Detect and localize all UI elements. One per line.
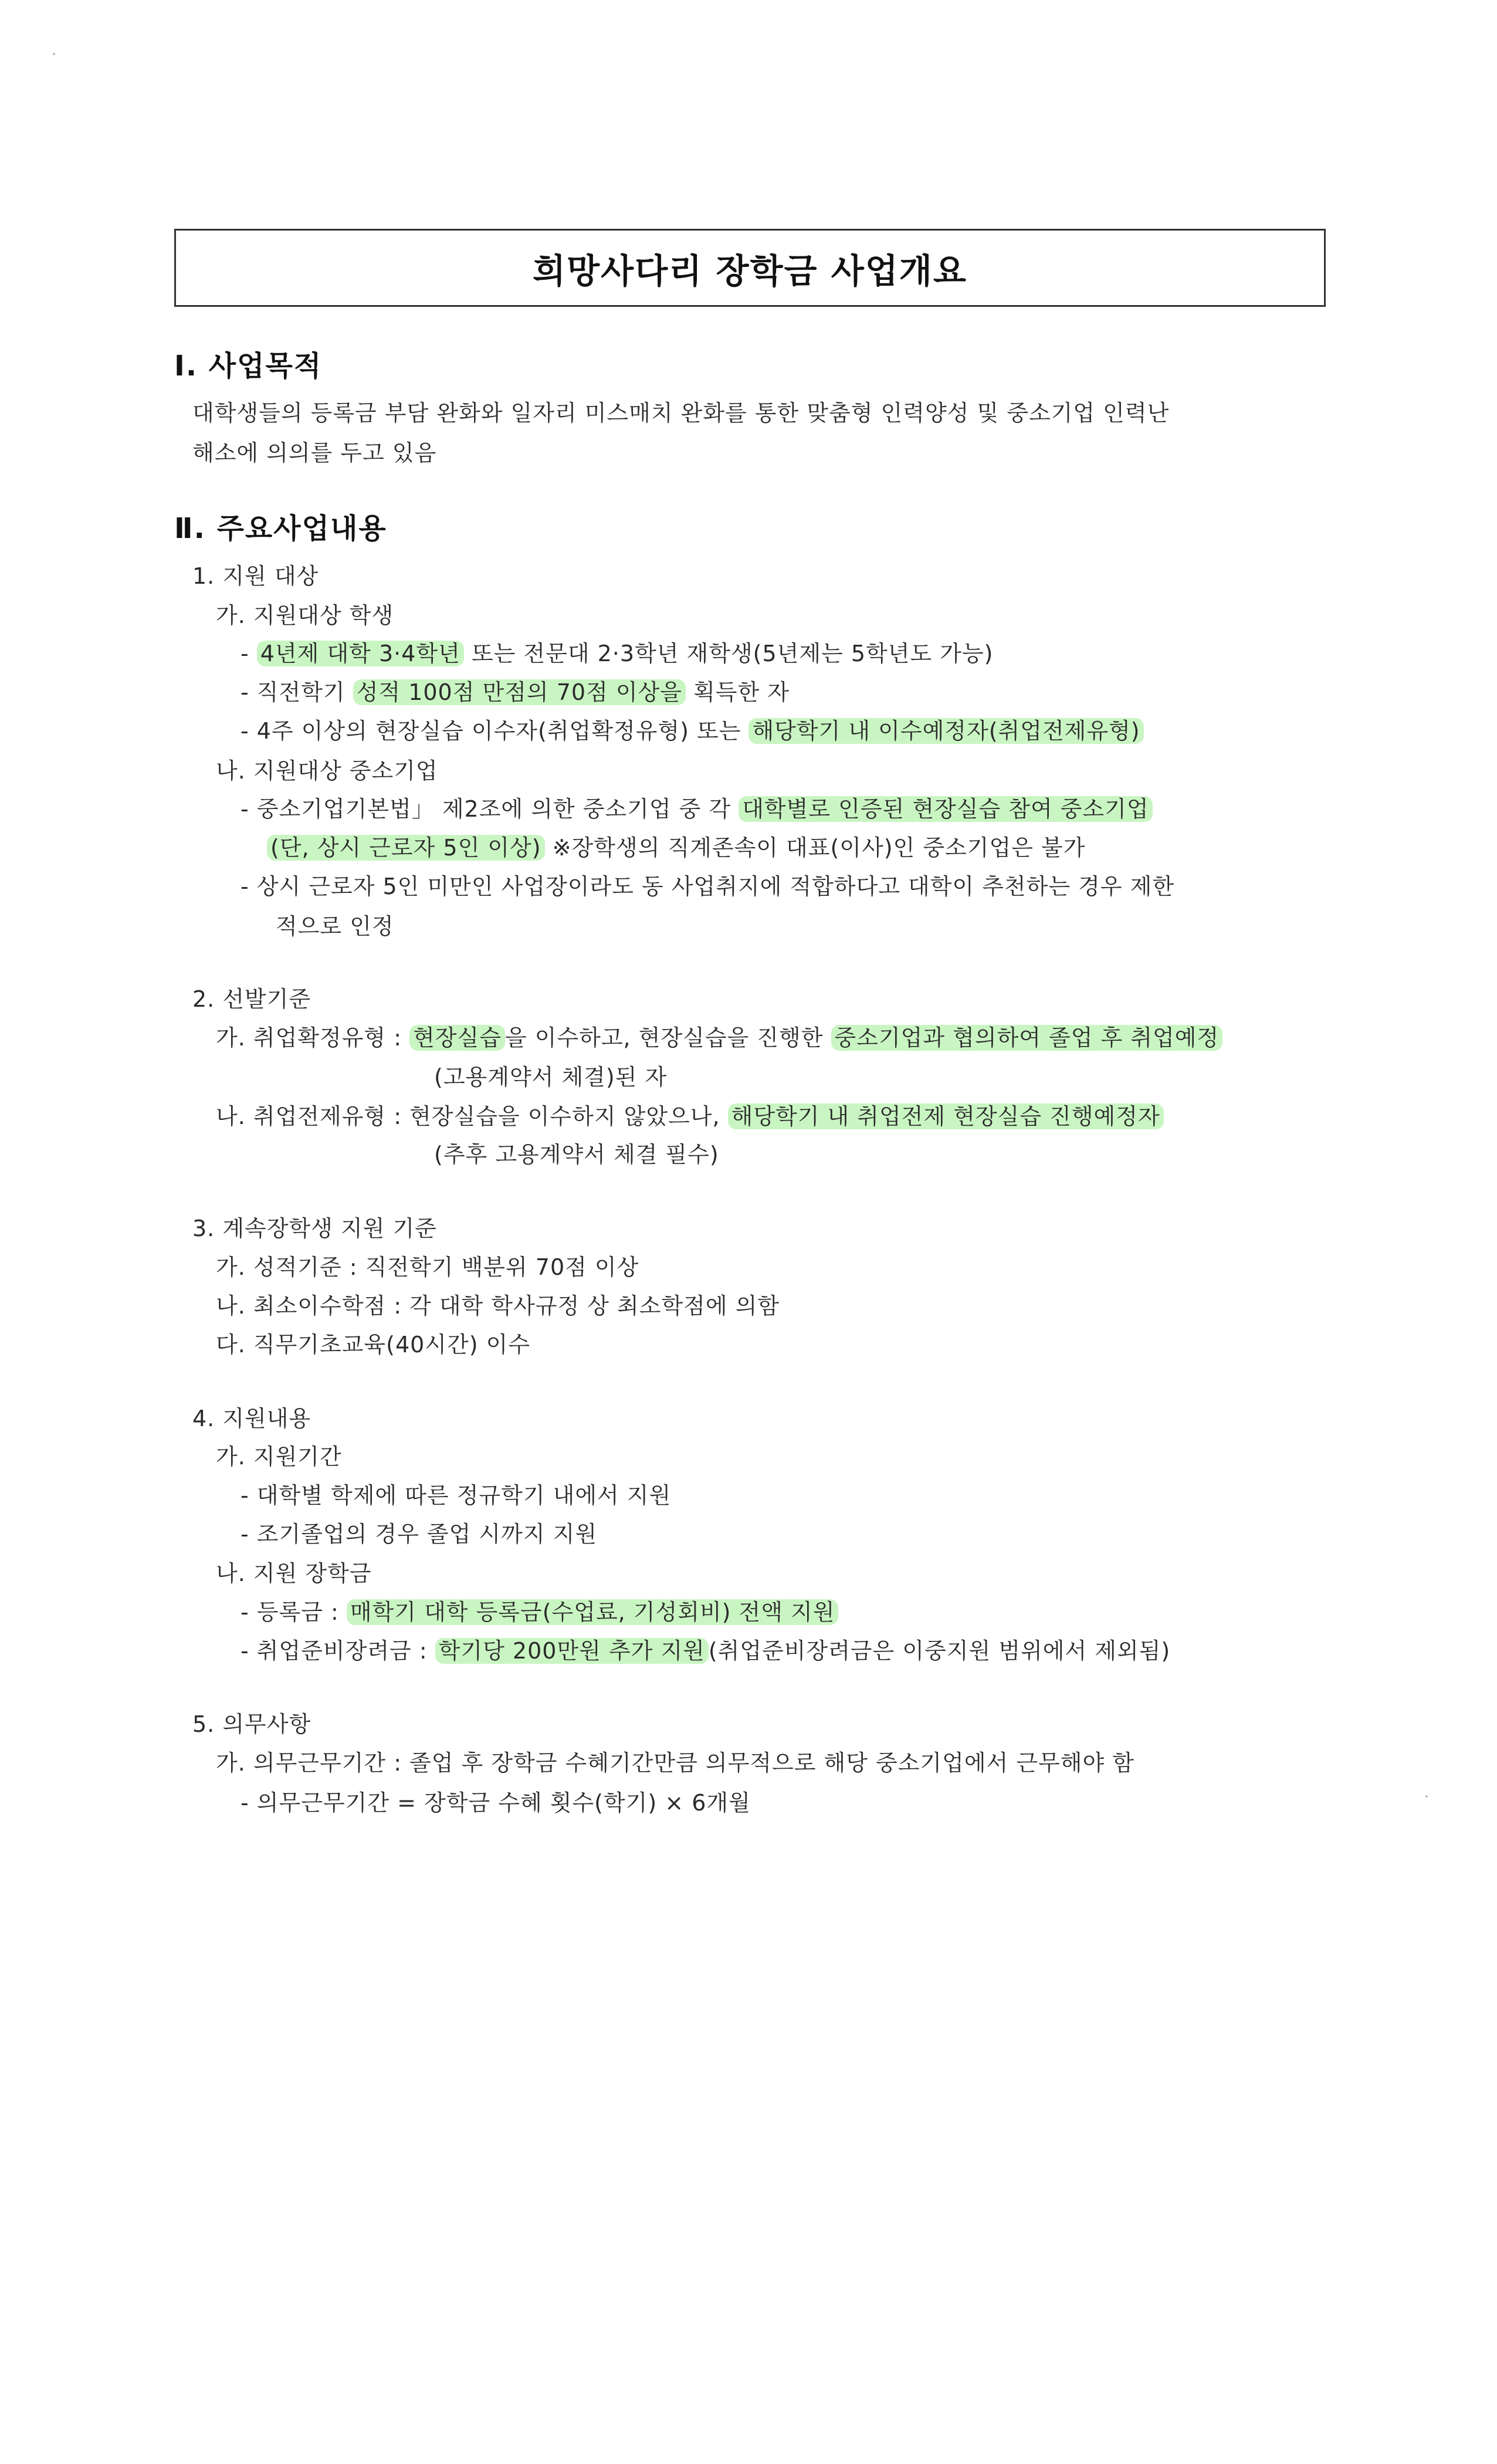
item1-ga: 가. 지원대상 학생	[216, 603, 394, 628]
item3-da: 다. 직무기초교육(40시간) 이수	[216, 1332, 531, 1358]
item5-title: 5. 의무사항	[192, 1711, 311, 1737]
item1-na: 나. 지원대상 중소기업	[216, 758, 438, 784]
item1-title: 1. 지원 대상	[192, 563, 319, 589]
highlight-text: 해당학기 내 이수예정자(취업전제유형)	[749, 718, 1143, 744]
item1-ga-bullet2	[241, 677, 790, 708]
section1-body-line1: 대학생들의 등록금 부담 완화와 일자리 미스매치 완화를 통한 맞춤형 인력양성 및 중소기업 인력난	[192, 400, 1170, 426]
highlight-text: 해당학기 내 취업전제 현장실습 진행예정자	[728, 1104, 1164, 1129]
item1-ga-bullet3	[241, 716, 1144, 746]
criterion-label: 나. 취업전제유형 :	[216, 1104, 410, 1129]
criterion-label: 가. 취업확정유형 :	[216, 1025, 410, 1051]
highlight-text: 성적 100점 만점의 70점 이상을	[353, 679, 686, 705]
item3-na: 나. 최소이수학점 : 각 대학 학사규정 상 최소학점에 의함	[216, 1293, 780, 1319]
item3-title: 3. 계속장학생 지원 기준	[192, 1216, 437, 1241]
highlight-text: 학기당 200만원 추가 지원	[435, 1638, 709, 1664]
bullet-text: 획득한 자	[685, 679, 790, 705]
item4-ga-bullet2: - 조기졸업의 경우 졸업 시까지 지원	[241, 1521, 598, 1547]
section2-heading: Ⅱ. 주요사업내용	[174, 512, 387, 545]
item1-na-bullet1	[241, 794, 1153, 824]
highlight-text: 매학기 대학 등록금(수업료, 기성회비) 전액 지원	[347, 1599, 839, 1625]
item5-ga-bullet1: - 의무근무기간 = 장학금 수혜 횟수(학기) × 6개월	[241, 1790, 751, 1816]
item4-na-bullet1	[241, 1597, 838, 1627]
bullet-text: - 중소기업기본법」 제2조에 의한 중소기업 중 각	[241, 796, 739, 822]
item4-na: 나. 지원 장학금	[216, 1561, 372, 1586]
item2-na	[216, 1101, 1164, 1132]
item4-title: 4. 지원내용	[192, 1406, 311, 1431]
document-title: 희망사다리 장학금 사업개요	[533, 251, 967, 291]
section1-body-line2: 해소에 의의를 두고 있음	[192, 440, 437, 466]
bullet-text: - 취업준비장려금 :	[241, 1638, 435, 1664]
scan-speck	[1425, 1795, 1428, 1798]
item2-ga	[216, 1023, 1222, 1053]
highlight-text: 4년제 대학 3·4학년	[257, 641, 464, 666]
bullet-text: - 등록금 :	[241, 1599, 347, 1625]
item1-na-bullet2-line2: 적으로 인정	[276, 913, 394, 939]
criterion-text: 현장실습을 이수하지 않았으나,	[409, 1104, 728, 1129]
bullet-text: - 4주 이상의 현장실습 이수자(취업확정유형) 또는	[241, 718, 749, 744]
section1-heading: Ⅰ. 사업목적	[174, 350, 323, 383]
scan-speck	[53, 53, 55, 55]
highlight-text: 현장실습	[409, 1025, 505, 1051]
item1-ga-bullet1	[241, 638, 994, 669]
highlight-text: (단, 상시 근로자 5인 이상)	[267, 835, 545, 861]
highlight-text: 대학별로 인증된 현장실습 참여 중소기업	[739, 796, 1152, 822]
bullet-text: (취업준비장려금은 이중지원 범위에서 제외됨)	[708, 1638, 1171, 1664]
bullet-text: ※장학생의 직계존속이 대표(이사)인 중소기업은 불가	[544, 835, 1086, 861]
bullet-text: 또는 전문대 2·3학년 재학생(5년제는 5학년도 가능)	[463, 641, 994, 666]
bullet-text: -	[241, 641, 257, 666]
title-box	[174, 229, 1326, 307]
item1-na-bullet2-line1: - 상시 근로자 5인 미만인 사업장이라도 동 사업취지에 적합하다고 대학이 추천하는 경우 제한	[241, 874, 1175, 899]
bullet-text: - 직전학기	[241, 679, 353, 705]
item4-ga: 가. 지원기간	[216, 1444, 342, 1470]
item2-title: 2. 선발기준	[192, 986, 311, 1012]
item5-ga: 가. 의무근무기간 : 졸업 후 장학금 수혜기간만큼 의무적으로 해당 중소기업에서 근무해야 함	[216, 1750, 1134, 1776]
item4-na-bullet2	[241, 1636, 1170, 1666]
item2-na-cont: (추후 고용계약서 체결 필수)	[434, 1142, 719, 1167]
item3-ga: 가. 성적기준 : 직전학기 백분위 70점 이상	[216, 1254, 639, 1280]
item4-ga-bullet1: - 대학별 학제에 따른 정규학기 내에서 지원	[241, 1483, 672, 1508]
item1-na-bullet1-cont	[267, 832, 1085, 863]
highlight-text: 중소기업과 협의하여 졸업 후 취업예정	[831, 1025, 1223, 1051]
criterion-text: 을 이수하고, 현장실습을 진행한	[504, 1025, 831, 1051]
item2-ga-cont: (고용계약서 체결)된 자	[434, 1064, 668, 1090]
